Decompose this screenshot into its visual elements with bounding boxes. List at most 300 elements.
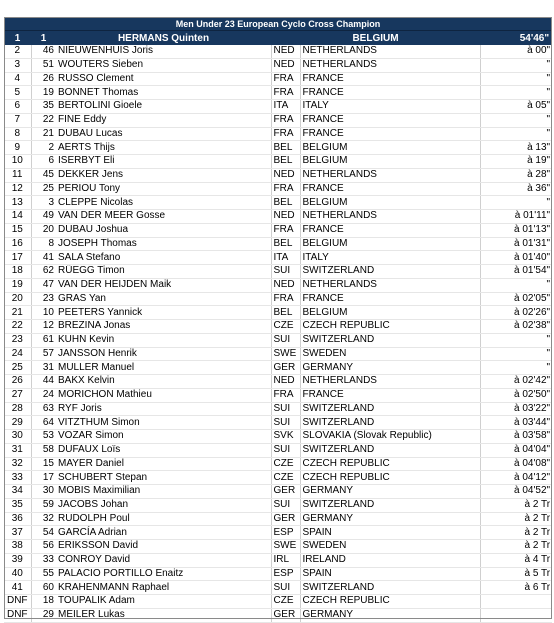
row-position: 19 (4, 278, 31, 292)
row-rider-name: NIEUWENHUIS Joris (56, 45, 271, 58)
row-bib: 44 (31, 375, 56, 389)
row-time: à 01'11" (480, 210, 552, 224)
table-row (4, 210, 552, 224)
row-position: 12 (4, 182, 31, 196)
row-country: BELGIUM (300, 141, 480, 155)
row-time: à 04'08" (480, 457, 552, 471)
table-row (4, 540, 552, 554)
row-country: SLOVAKIA (Slovak Republic) (300, 430, 480, 444)
row-rider-name: CONROY David (56, 553, 271, 567)
row-country-code: CZE (271, 320, 300, 334)
row-bib: 29 (31, 608, 56, 622)
row-country-code: FRA (271, 182, 300, 196)
table-row (4, 375, 552, 389)
row-position: DNF (4, 595, 31, 609)
row-country: NETHERLANDS (300, 168, 480, 182)
row-bib: 56 (31, 540, 56, 554)
row-bib: 55 (31, 567, 56, 581)
row-bib: 49 (31, 210, 56, 224)
row-time: " (480, 347, 552, 361)
table-row (4, 526, 552, 540)
row-time: à 2 Tr (480, 512, 552, 526)
table-row (4, 237, 552, 251)
row-bib: 22 (31, 113, 56, 127)
row-time: à 5 Tr (480, 567, 552, 581)
row-country: NETHERLANDS (300, 58, 480, 72)
row-country: FRANCE (300, 223, 480, 237)
row-position: 17 (4, 251, 31, 265)
table-row (4, 251, 552, 265)
row-time: à 4 Tr (480, 553, 552, 567)
row-country-code: CZE (271, 457, 300, 471)
row-rider-name: PALACIO PORTILLO Enaitz (56, 567, 271, 581)
row-time (480, 595, 552, 609)
row-rider-name: SALA Stefano (56, 251, 271, 265)
row-country-code: ESP (271, 526, 300, 540)
row-time: à 13" (480, 141, 552, 155)
row-time: à 00" (480, 45, 552, 58)
row-position: 37 (4, 526, 31, 540)
row-rider-name: ERIKSSON David (56, 540, 271, 554)
row-country-code: SUI (271, 581, 300, 595)
row-country: SWITZERLAND (300, 498, 480, 512)
row-country: NETHERLANDS (300, 45, 480, 58)
row-rider-name: DUFAUX Loïs (56, 443, 271, 457)
row-country-code: BEL (271, 155, 300, 169)
row-bib: 53 (31, 430, 56, 444)
table-row (4, 58, 552, 72)
row-rider-name: AERTS Thijs (56, 141, 271, 155)
row-country-code: SWE (271, 540, 300, 554)
row-country: SWITZERLAND (300, 416, 480, 430)
row-country-code: FRA (271, 388, 300, 402)
row-bib: 57 (31, 347, 56, 361)
winner-name: HERMANS Quinten (56, 31, 271, 46)
row-country: BELGIUM (300, 155, 480, 169)
row-country-code: BEL (271, 306, 300, 320)
row-bib: 10 (31, 306, 56, 320)
row-time: à 04'52" (480, 485, 552, 499)
row-time: à 01'13" (480, 223, 552, 237)
row-country: FRANCE (300, 113, 480, 127)
row-position: DNF (4, 608, 31, 622)
table-row (4, 333, 552, 347)
row-bib: 6 (31, 155, 56, 169)
row-position: 28 (4, 402, 31, 416)
row-country: NETHERLANDS (300, 375, 480, 389)
row-country: BELGIUM (300, 237, 480, 251)
row-position: 25 (4, 361, 31, 375)
table-row (4, 402, 552, 416)
row-rider-name: VOZAR Simon (56, 430, 271, 444)
row-country: SWITZERLAND (300, 443, 480, 457)
row-position: 2 (4, 45, 31, 58)
row-position: 18 (4, 265, 31, 279)
row-time: à 02'26" (480, 306, 552, 320)
row-country: SWITZERLAND (300, 402, 480, 416)
row-rider-name: FINE Eddy (56, 113, 271, 127)
row-country: IRELAND (300, 553, 480, 567)
row-country-code: FRA (271, 127, 300, 141)
row-bib: 21 (31, 127, 56, 141)
row-country: GERMANY (300, 485, 480, 499)
table-row (4, 196, 552, 210)
table-row (4, 292, 552, 306)
row-rider-name: RYF Joris (56, 402, 271, 416)
row-country: CZECH REPUBLIC (300, 320, 480, 334)
row-country: ITALY (300, 100, 480, 114)
row-country-code: SWE (271, 347, 300, 361)
row-bib: 19 (31, 86, 56, 100)
row-country: FRANCE (300, 127, 480, 141)
row-bib: 15 (31, 457, 56, 471)
row-rider-name: JOSEPH Thomas (56, 237, 271, 251)
table-row (4, 430, 552, 444)
row-country-code: NED (271, 278, 300, 292)
row-country: GERMANY (300, 361, 480, 375)
table-row (4, 595, 552, 609)
row-country: CZECH REPUBLIC (300, 595, 480, 609)
row-time: " (480, 127, 552, 141)
row-rider-name: MAYER Daniel (56, 457, 271, 471)
row-bib: 8 (31, 237, 56, 251)
row-time: " (480, 278, 552, 292)
row-country-code: CZE (271, 595, 300, 609)
row-position: 32 (4, 457, 31, 471)
row-time: à 28" (480, 168, 552, 182)
row-position: 31 (4, 443, 31, 457)
row-time: à 04'12" (480, 471, 552, 485)
table-row (4, 567, 552, 581)
row-time: à 01'54" (480, 265, 552, 279)
row-bib: 54 (31, 526, 56, 540)
row-position: 6 (4, 100, 31, 114)
row-country: SWEDEN (300, 347, 480, 361)
row-rider-name: RUDOLPH Poul (56, 512, 271, 526)
row-country-code: GER (271, 512, 300, 526)
row-country-code: FRA (271, 72, 300, 86)
row-position: 21 (4, 306, 31, 320)
row-rider-name: BONNET Thomas (56, 86, 271, 100)
table-row (4, 512, 552, 526)
results-table (4, 17, 552, 623)
table-row (4, 113, 552, 127)
row-position: 24 (4, 347, 31, 361)
row-country: FRANCE (300, 72, 480, 86)
row-country-code: SUI (271, 402, 300, 416)
row-position: 15 (4, 223, 31, 237)
row-bib: 30 (31, 485, 56, 499)
row-rider-name: MOBIS Maximilian (56, 485, 271, 499)
row-time: à 01'40" (480, 251, 552, 265)
row-bib: 17 (31, 471, 56, 485)
row-country: SWITZERLAND (300, 333, 480, 347)
row-time: à 03'44" (480, 416, 552, 430)
row-country: SPAIN (300, 526, 480, 540)
row-bib: 64 (31, 416, 56, 430)
row-bib: 51 (31, 58, 56, 72)
table-row (4, 443, 552, 457)
table-row (4, 45, 552, 58)
row-time (480, 608, 552, 622)
row-position: 26 (4, 375, 31, 389)
row-country: BELGIUM (300, 306, 480, 320)
row-rider-name: RÜEGG Timon (56, 265, 271, 279)
row-rider-name: BERTOLINI Gioele (56, 100, 271, 114)
row-time: à 02'05" (480, 292, 552, 306)
row-rider-name: VAN DER MEER Gosse (56, 210, 271, 224)
row-time: " (480, 72, 552, 86)
row-position: 13 (4, 196, 31, 210)
row-bib: 61 (31, 333, 56, 347)
table-row (4, 471, 552, 485)
row-bib: 25 (31, 182, 56, 196)
row-country: GERMANY (300, 512, 480, 526)
row-rider-name: KRAHENMANN Raphael (56, 581, 271, 595)
winner-country: BELGIUM (271, 31, 480, 46)
row-country-code: BEL (271, 196, 300, 210)
row-rider-name: DUBAU Lucas (56, 127, 271, 141)
row-position: 30 (4, 430, 31, 444)
table-row (4, 155, 552, 169)
row-position: 38 (4, 540, 31, 554)
row-time: " (480, 196, 552, 210)
row-rider-name: SCHUBERT Stepan (56, 471, 271, 485)
row-country-code: NED (271, 375, 300, 389)
table-row (4, 223, 552, 237)
row-country-code: SUI (271, 333, 300, 347)
row-bib: 45 (31, 168, 56, 182)
table-row (4, 168, 552, 182)
row-rider-name: PEETERS Yannick (56, 306, 271, 320)
row-country: FRANCE (300, 86, 480, 100)
row-country: ITALY (300, 251, 480, 265)
row-country: FRANCE (300, 292, 480, 306)
row-rider-name: DUBAU Joshua (56, 223, 271, 237)
row-bib: 46 (31, 45, 56, 58)
row-country-code: ITA (271, 251, 300, 265)
table-row (4, 86, 552, 100)
winner-position: 1 (4, 31, 31, 46)
row-position: 27 (4, 388, 31, 402)
row-rider-name: TOUPALIK Adam (56, 595, 271, 609)
title-row (4, 17, 552, 31)
row-country-code: IRL (271, 553, 300, 567)
table-row (4, 608, 552, 622)
row-time: " (480, 333, 552, 347)
row-time: à 03'22" (480, 402, 552, 416)
row-country: FRANCE (300, 388, 480, 402)
table-row (4, 361, 552, 375)
row-rider-name: ISERBYT Eli (56, 155, 271, 169)
row-time: " (480, 113, 552, 127)
row-rider-name: WOUTERS Sieben (56, 58, 271, 72)
row-country-code: ITA (271, 100, 300, 114)
row-country: GERMANY (300, 608, 480, 622)
row-rider-name: KUHN Kevin (56, 333, 271, 347)
row-country-code: NED (271, 168, 300, 182)
row-country-code: FRA (271, 113, 300, 127)
row-country-code: GER (271, 608, 300, 622)
row-bib: 18 (31, 595, 56, 609)
row-country-code: NED (271, 58, 300, 72)
row-country: CZECH REPUBLIC (300, 471, 480, 485)
row-rider-name: PERIOU Tony (56, 182, 271, 196)
row-country: SWEDEN (300, 540, 480, 554)
row-rider-name: JACOBS Johan (56, 498, 271, 512)
row-position: 3 (4, 58, 31, 72)
row-time: à 03'58" (480, 430, 552, 444)
row-country-code: SUI (271, 443, 300, 457)
row-country-code: SUI (271, 416, 300, 430)
row-rider-name: CLEPPE Nicolas (56, 196, 271, 210)
row-bib: 41 (31, 251, 56, 265)
row-country-code: BEL (271, 141, 300, 155)
row-position: 4 (4, 72, 31, 86)
row-country-code: BEL (271, 237, 300, 251)
row-country-code: SUI (271, 498, 300, 512)
row-rider-name: JANSSON Henrik (56, 347, 271, 361)
table-row (4, 141, 552, 155)
table-row (4, 553, 552, 567)
winner-bib: 1 (31, 31, 56, 46)
row-bib: 58 (31, 443, 56, 457)
row-country: SPAIN (300, 567, 480, 581)
row-country-code: GER (271, 485, 300, 499)
row-position: 41 (4, 581, 31, 595)
row-country: CZECH REPUBLIC (300, 457, 480, 471)
table-row (4, 182, 552, 196)
row-country: SWITZERLAND (300, 265, 480, 279)
row-rider-name: BREZINA Jonas (56, 320, 271, 334)
row-time: à 2 Tr (480, 498, 552, 512)
row-position: 8 (4, 127, 31, 141)
row-bib: 24 (31, 388, 56, 402)
row-position: 29 (4, 416, 31, 430)
table-row (4, 347, 552, 361)
row-position: 10 (4, 155, 31, 169)
row-position: 14 (4, 210, 31, 224)
row-country-code: SUI (271, 265, 300, 279)
row-country: SWITZERLAND (300, 581, 480, 595)
row-country-code: NED (271, 210, 300, 224)
row-time: à 05" (480, 100, 552, 114)
table-row (4, 320, 552, 334)
table-row (4, 72, 552, 86)
row-bib: 62 (31, 265, 56, 279)
table-row (4, 498, 552, 512)
row-bib: 32 (31, 512, 56, 526)
row-bib: 31 (31, 361, 56, 375)
row-time: à 6 Tr (480, 581, 552, 595)
row-rider-name: DEKKER Jens (56, 168, 271, 182)
row-position: 16 (4, 237, 31, 251)
row-bib: 59 (31, 498, 56, 512)
table-row (4, 278, 552, 292)
table-row (4, 485, 552, 499)
row-position: 40 (4, 567, 31, 581)
table-row (4, 581, 552, 595)
table-row (4, 127, 552, 141)
row-rider-name: GRAS Yan (56, 292, 271, 306)
row-country-code: SVK (271, 430, 300, 444)
winner-time: 54'46" (480, 31, 552, 46)
row-position: 33 (4, 471, 31, 485)
row-bib: 2 (31, 141, 56, 155)
row-rider-name: MEILER Lukas (56, 608, 271, 622)
table-row (4, 100, 552, 114)
row-bib: 20 (31, 223, 56, 237)
row-time: à 02'50" (480, 388, 552, 402)
table-row (4, 306, 552, 320)
row-rider-name: MORICHON Mathieu (56, 388, 271, 402)
row-bib: 35 (31, 100, 56, 114)
row-rider-name: VAN DER HEIJDEN Maik (56, 278, 271, 292)
row-position: 5 (4, 86, 31, 100)
row-bib: 3 (31, 196, 56, 210)
row-position: 7 (4, 113, 31, 127)
row-country-code: NED (271, 45, 300, 58)
row-bib: 23 (31, 292, 56, 306)
row-bib: 33 (31, 553, 56, 567)
row-position: 23 (4, 333, 31, 347)
row-country-code: CZE (271, 471, 300, 485)
row-country: BELGIUM (300, 196, 480, 210)
table-title: Men Under 23 European Cyclo Cross Champion (4, 17, 552, 31)
row-bib: 63 (31, 402, 56, 416)
row-rider-name: MULLER Manuel (56, 361, 271, 375)
row-country: NETHERLANDS (300, 210, 480, 224)
row-position: 39 (4, 553, 31, 567)
row-time: à 01'31" (480, 237, 552, 251)
row-bib: 47 (31, 278, 56, 292)
table-row (4, 416, 552, 430)
row-time: à 2 Tr (480, 526, 552, 540)
row-rider-name: BAKX Kelvin (56, 375, 271, 389)
row-rider-name: VITZTHUM Simon (56, 416, 271, 430)
table-row (4, 265, 552, 279)
row-country: FRANCE (300, 182, 480, 196)
row-bib: 60 (31, 581, 56, 595)
row-rider-name: GARCÍA Adrian (56, 526, 271, 540)
winner-row (4, 31, 552, 46)
results-body (4, 45, 552, 622)
row-position: 22 (4, 320, 31, 334)
row-time: " (480, 361, 552, 375)
row-time: à 04'04" (480, 443, 552, 457)
row-position: 20 (4, 292, 31, 306)
row-country-code: FRA (271, 292, 300, 306)
table-row (4, 457, 552, 471)
row-time: à 2 Tr (480, 540, 552, 554)
row-position: 11 (4, 168, 31, 182)
row-position: 9 (4, 141, 31, 155)
row-rider-name: RUSSO Clement (56, 72, 271, 86)
row-country: NETHERLANDS (300, 278, 480, 292)
row-position: 34 (4, 485, 31, 499)
row-position: 36 (4, 512, 31, 526)
row-time: à 02'38" (480, 320, 552, 334)
row-time: " (480, 58, 552, 72)
table-row (4, 388, 552, 402)
row-time: à 19" (480, 155, 552, 169)
row-bib: 12 (31, 320, 56, 334)
row-position: 35 (4, 498, 31, 512)
row-time: à 36" (480, 182, 552, 196)
row-country-code: ESP (271, 567, 300, 581)
row-bib: 26 (31, 72, 56, 86)
row-time: " (480, 86, 552, 100)
